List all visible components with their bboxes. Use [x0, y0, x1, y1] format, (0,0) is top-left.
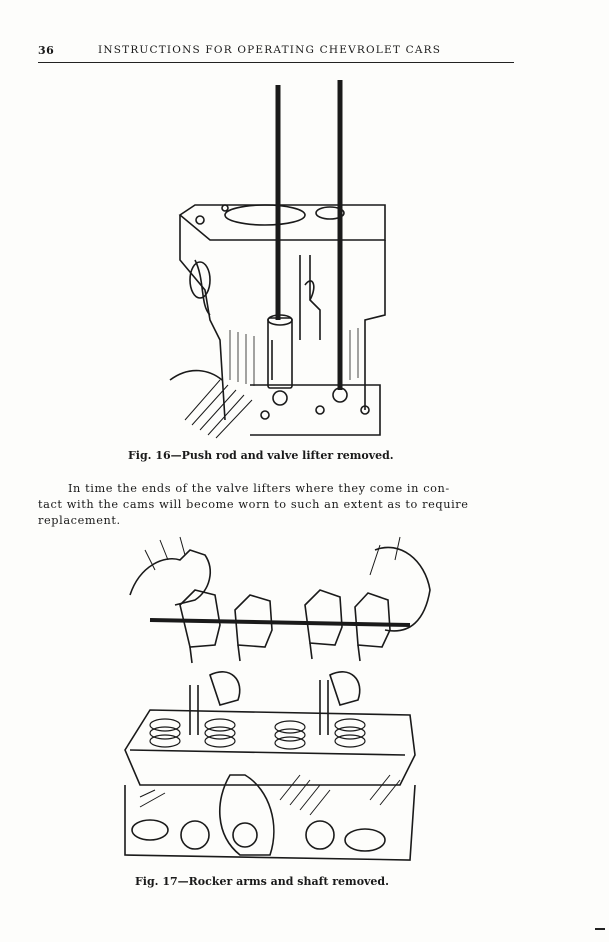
figure-16-caption: Fig. 16—Push rod and valve lifter removed.	[128, 449, 394, 462]
figure-17-illustration	[120, 535, 445, 870]
figure-16-illustration	[150, 80, 410, 450]
paragraph-line: In time the ends of the valve lifters where they come in con-	[68, 482, 450, 495]
paragraph-line: tact with the cams will become worn to such an extent as to require	[38, 498, 469, 511]
page-header	[38, 40, 514, 63]
page-number: 36	[38, 44, 55, 57]
paragraph-line: replacement.	[38, 514, 121, 527]
body-paragraph	[38, 481, 514, 529]
figure-17-caption: Fig. 17—Rocker arms and shaft removed.	[135, 875, 389, 888]
margin-mark	[595, 928, 605, 930]
running-title: INSTRUCTIONS FOR OPERATING CHEVROLET CARS	[98, 44, 442, 56]
